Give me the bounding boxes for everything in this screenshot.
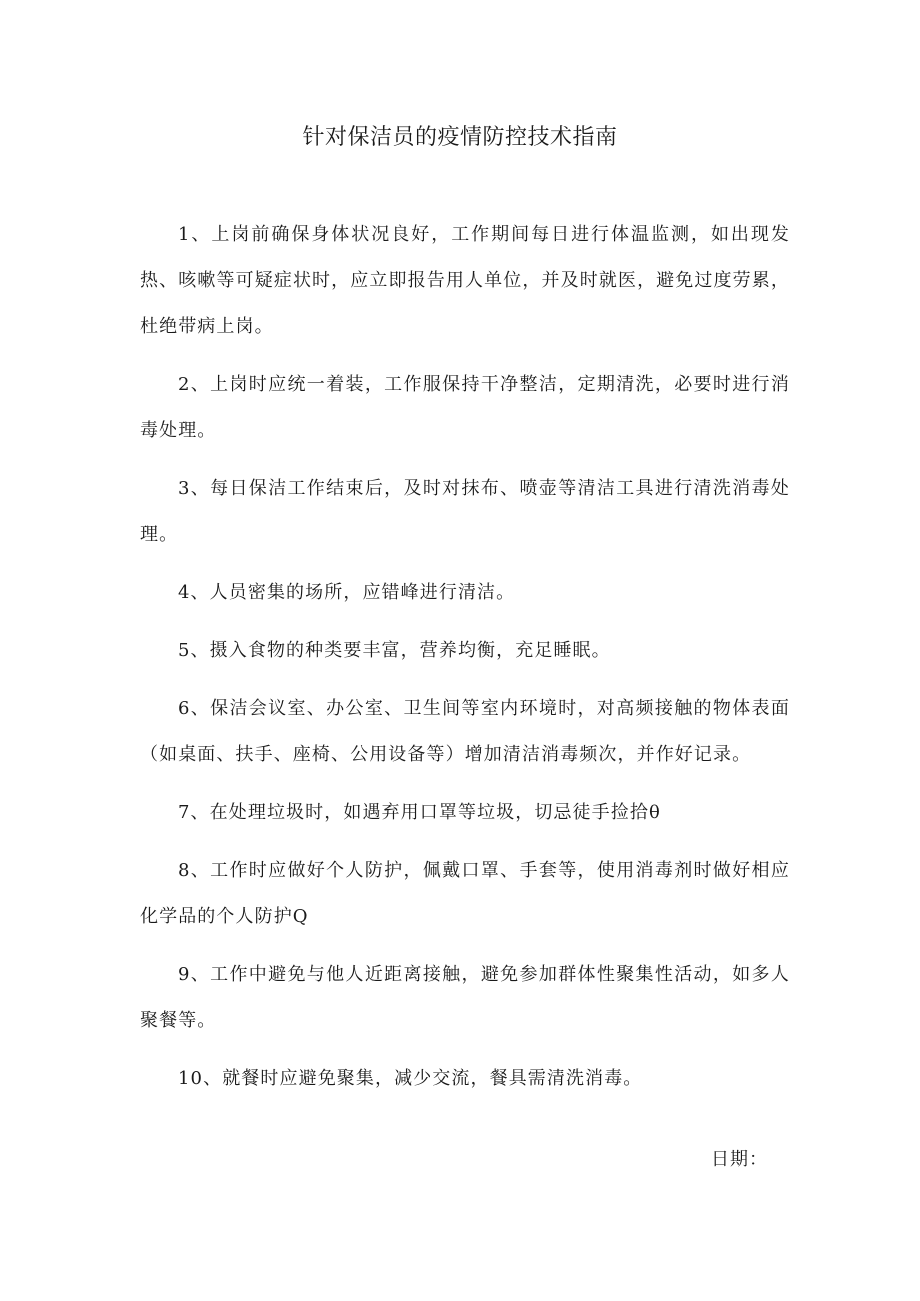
guideline-item-8: 8、工作时应做好个人防护，佩戴口罩、手套等，使用消毒剂时做好相应化学品的个人防护Q (140, 860, 790, 927)
guideline-item-6: 6、保洁会议室、办公室、卫生间等室内环境时，对高频接触的物体表面（如桌面、扶手、座椅、公用设备等）增加清洁消毒频次，并作好记录。 (140, 698, 790, 765)
guideline-item-3: 3、每日保洁工作结束后，及时对抹布、喷壶等清洁工具进行清洗消毒处理。 (140, 478, 790, 545)
guideline-item-9: 9、工作中避免与他人近距离接触，避免参加群体性聚集性活动，如多人聚餐等。 (140, 964, 790, 1031)
document-title: 针对保洁员的疫情防控技术指南 (302, 125, 618, 150)
guideline-item-5: 5、摄入食物的种类要丰富，营养均衡，充足睡眠。 (178, 640, 611, 661)
guideline-item-10: 10、就餐时应避免聚集，减少交流，餐具需清洗消毒。 (178, 1068, 643, 1089)
guideline-item-2: 2、上岗时应统一着装，工作服保持干净整洁，定期清洗，必要时进行消毒处理。 (140, 374, 790, 441)
guideline-item-7: 7、在处理垃圾时，如遇弃用口罩等垃圾，切忌徒手捡拾θ (178, 802, 661, 823)
document-body (140, 212, 790, 1114)
guideline-item-1: 1、上岗前确保身体状况良好，工作期间每日进行体温监测，如出现发热、咳嗽等可疑症状时，应立即报告用人单位，并及时就医，避免过度劳累，杜绝带病上岗。 (140, 224, 790, 337)
date-label: 日期： (711, 1149, 768, 1170)
guideline-item-4: 4、人员密集的场所，应错峰进行清洁。 (178, 582, 516, 603)
